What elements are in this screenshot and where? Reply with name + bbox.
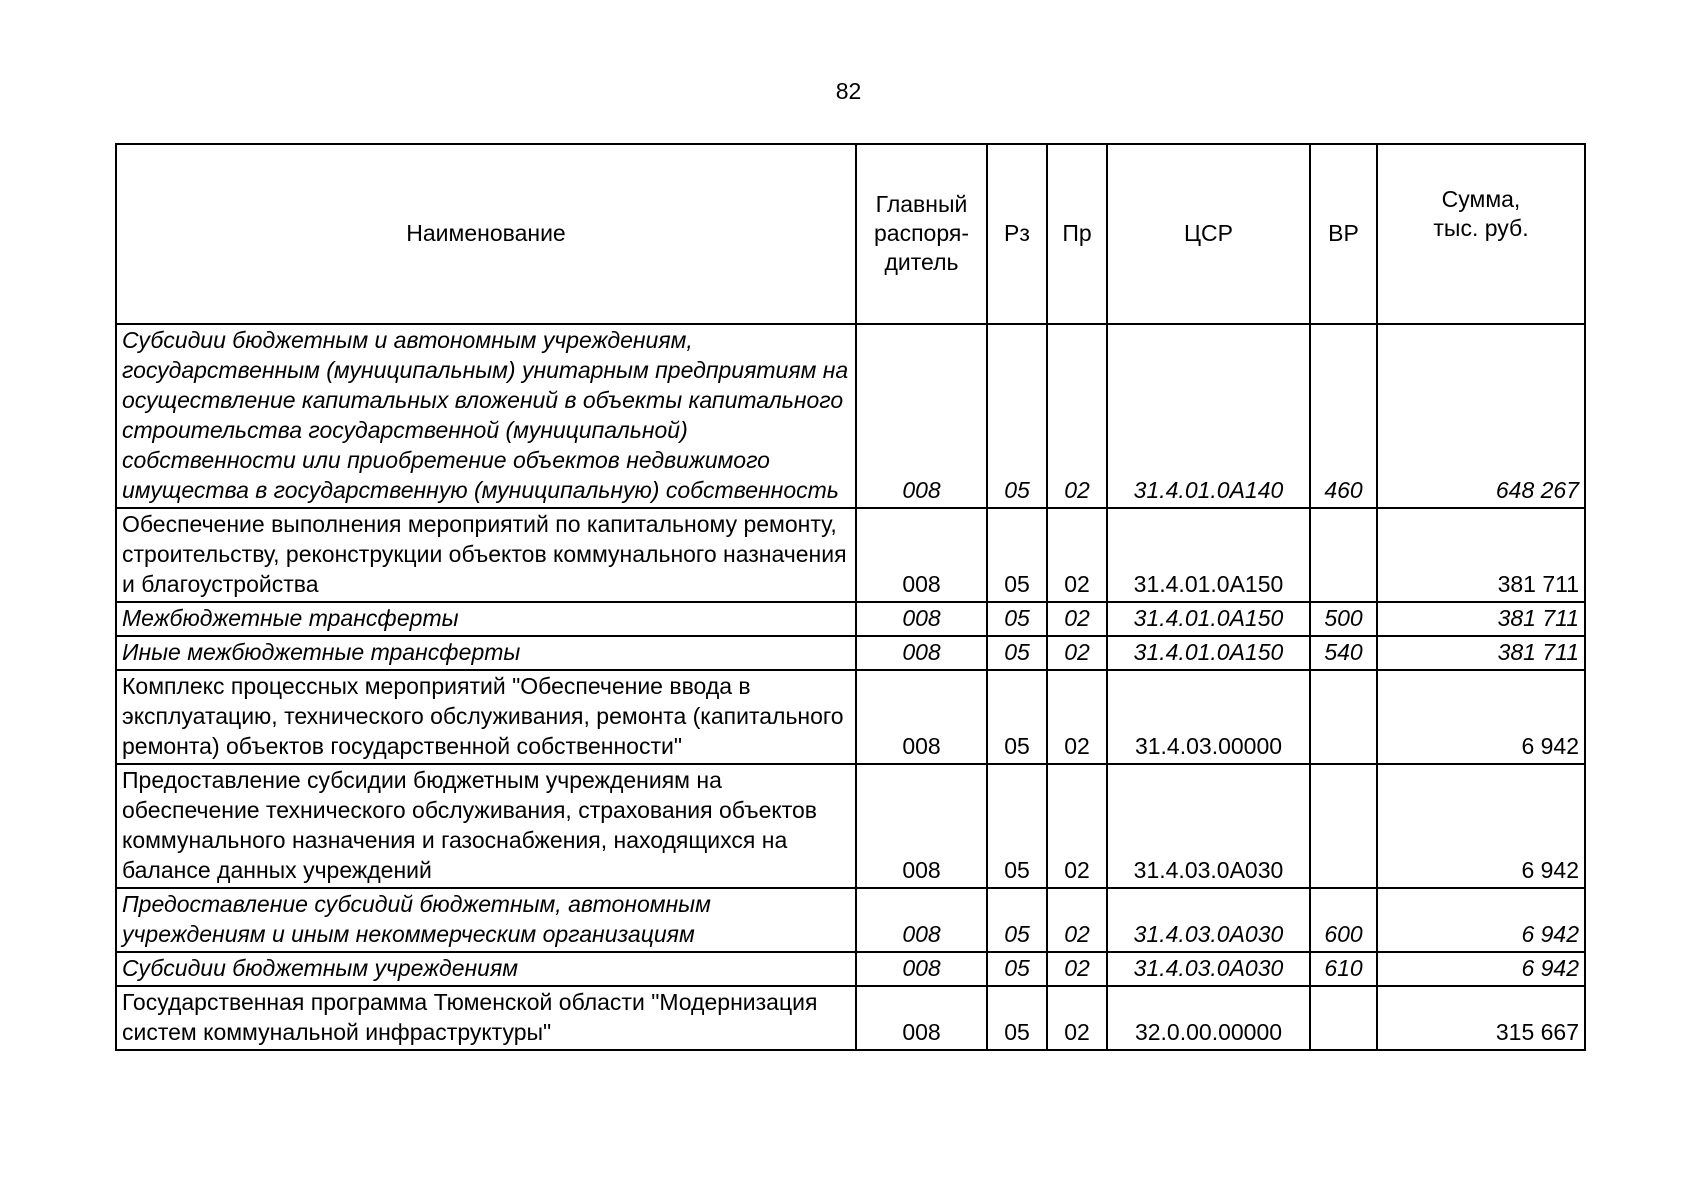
table-row <box>116 952 1585 986</box>
table-row <box>116 324 1585 508</box>
cell-pr: 02 <box>1047 764 1107 888</box>
cell-vr: 600 <box>1310 888 1377 952</box>
header-main-manager: Главный распоря- дитель <box>856 144 987 324</box>
cell-csr: 32.0.00.00000 <box>1107 986 1310 1050</box>
table-row <box>116 602 1585 636</box>
cell-main-manager: 008 <box>856 888 987 952</box>
cell-main-manager: 008 <box>856 636 987 670</box>
cell-name: Обеспечение выполнения мероприятий по капитальному ремонту, строительству, реконструкции объектов коммунального назначения и благоустройства <box>116 508 856 602</box>
cell-rz: 05 <box>987 764 1047 888</box>
cell-pr: 02 <box>1047 952 1107 986</box>
cell-csr: 31.4.01.0А150 <box>1107 508 1310 602</box>
cell-main-manager: 008 <box>856 670 987 764</box>
header-vr: ВР <box>1310 144 1377 324</box>
cell-rz: 05 <box>987 670 1047 764</box>
cell-name: Комплекс процессных мероприятий "Обеспечение ввода в эксплуатацию, технического обслуживания, ремонта (капитального ремонта) объектов государственной собственности" <box>116 670 856 764</box>
cell-vr: 540 <box>1310 636 1377 670</box>
cell-csr: 31.4.03.0А030 <box>1107 764 1310 888</box>
cell-vr: 610 <box>1310 952 1377 986</box>
header-pr: Пр <box>1047 144 1107 324</box>
cell-main-manager: 008 <box>856 324 987 508</box>
cell-pr: 02 <box>1047 602 1107 636</box>
cell-sum: 6 942 <box>1377 952 1585 986</box>
cell-name: Иные межбюджетные трансферты <box>116 636 856 670</box>
cell-main-manager: 008 <box>856 952 987 986</box>
cell-csr: 31.4.01.0А140 <box>1107 324 1310 508</box>
table-header-row <box>116 144 1585 324</box>
cell-name: Межбюджетные трансферты <box>116 602 856 636</box>
cell-sum: 6 942 <box>1377 670 1585 764</box>
cell-vr <box>1310 986 1377 1050</box>
cell-sum: 381 711 <box>1377 508 1585 602</box>
cell-csr: 31.4.03.0А030 <box>1107 952 1310 986</box>
cell-sum: 6 942 <box>1377 764 1585 888</box>
cell-pr: 02 <box>1047 888 1107 952</box>
cell-pr: 02 <box>1047 636 1107 670</box>
cell-main-manager: 008 <box>856 508 987 602</box>
cell-csr: 31.4.03.0А030 <box>1107 888 1310 952</box>
cell-main-manager: 008 <box>856 764 987 888</box>
cell-rz: 05 <box>987 888 1047 952</box>
cell-pr: 02 <box>1047 670 1107 764</box>
table-row <box>116 636 1585 670</box>
table-row <box>116 888 1585 952</box>
cell-sum: 381 711 <box>1377 602 1585 636</box>
header-name: Наименование <box>116 144 856 324</box>
cell-sum: 648 267 <box>1377 324 1585 508</box>
cell-sum: 315 667 <box>1377 986 1585 1050</box>
table-body <box>116 324 1585 1050</box>
cell-sum: 6 942 <box>1377 888 1585 952</box>
cell-rz: 05 <box>987 986 1047 1050</box>
cell-pr: 02 <box>1047 986 1107 1050</box>
page-number: 82 <box>835 78 862 104</box>
cell-vr <box>1310 508 1377 602</box>
cell-rz: 05 <box>987 508 1047 602</box>
cell-csr: 31.4.03.00000 <box>1107 670 1310 764</box>
cell-vr: 500 <box>1310 602 1377 636</box>
cell-rz: 05 <box>987 602 1047 636</box>
table-row <box>116 508 1585 602</box>
header-sum: Сумма, тыс. руб. <box>1377 144 1585 324</box>
cell-main-manager: 008 <box>856 986 987 1050</box>
header-rz: Рз <box>987 144 1047 324</box>
table-row <box>116 670 1585 764</box>
table-row <box>116 986 1585 1050</box>
table-row <box>116 764 1585 888</box>
cell-pr: 02 <box>1047 508 1107 602</box>
cell-sum: 381 711 <box>1377 636 1585 670</box>
cell-rz: 05 <box>987 324 1047 508</box>
cell-name: Предоставление субсидии бюджетным учреждениям на обеспечение технического обслуживания, страхования объектов коммунального назначения и газоснабжения, находящихся на балансе данных учреждений <box>116 764 856 888</box>
cell-csr: 31.4.01.0А150 <box>1107 636 1310 670</box>
cell-name: Субсидии бюджетным учреждениям <box>116 952 856 986</box>
cell-name: Предоставление субсидий бюджетным, автономным учреждениям и иным некоммерческим организациям <box>116 888 856 952</box>
cell-csr: 31.4.01.0А150 <box>1107 602 1310 636</box>
cell-main-manager: 008 <box>856 602 987 636</box>
cell-vr <box>1310 670 1377 764</box>
cell-pr: 02 <box>1047 324 1107 508</box>
cell-name: Субсидии бюджетным и автономным учреждениям, государственным (муниципальным) унитарным предприятиям на осуществление капитальных вложений в объекты капитального строительства государственной (муниципальной) собственности или приобретение объектов недвижимого имущества в государственную (муниципальную) собственность <box>116 324 856 508</box>
cell-name: Государственная программа Тюменской области "Модернизация систем коммунальной инфраструктуры" <box>116 986 856 1050</box>
cell-vr <box>1310 764 1377 888</box>
cell-vr: 460 <box>1310 324 1377 508</box>
header-csr: ЦСР <box>1107 144 1310 324</box>
budget-table <box>115 143 1586 1051</box>
cell-rz: 05 <box>987 952 1047 986</box>
cell-rz: 05 <box>987 636 1047 670</box>
